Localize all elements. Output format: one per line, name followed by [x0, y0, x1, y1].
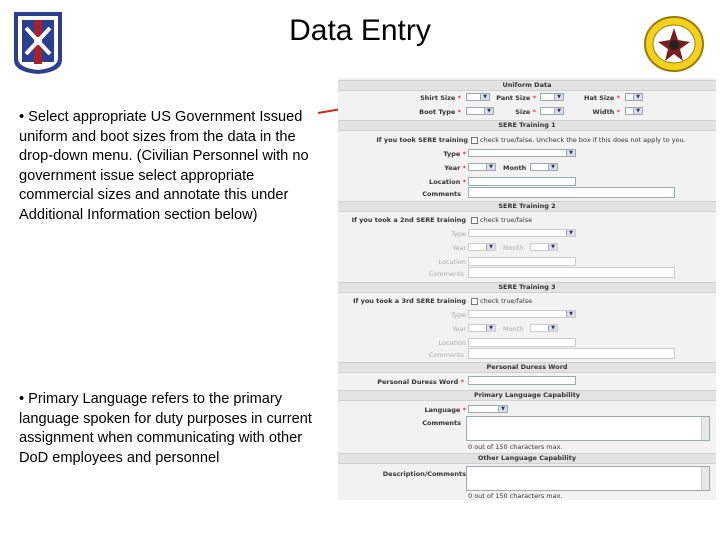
sere2-location-label: Location — [438, 258, 466, 266]
other-desc-scrollbar[interactable] — [701, 467, 709, 490]
section-sere1-header: SERE Training 1 — [338, 120, 716, 131]
sere2-month-select[interactable]: ▼ — [530, 243, 558, 251]
sere1-checkbox[interactable] — [471, 137, 478, 144]
sere3-year-select[interactable]: ▼ — [468, 324, 496, 332]
sere2-type-select[interactable]: ▼ — [468, 229, 576, 237]
sere3-question-label: If you took a 3rd SERE training — [353, 297, 466, 305]
sere1-question-label: If you took SERE training — [376, 136, 468, 144]
data-entry-form — [338, 78, 716, 500]
sere2-month-label: Month — [503, 244, 524, 252]
sere3-month-select[interactable]: ▼ — [530, 324, 558, 332]
boot-width-label: Width * — [592, 108, 620, 116]
sere1-year-label: Year * — [444, 164, 466, 172]
uniform-instruction-text: • Select appropriate US Government Issued uniform and boot sizes from the data in the drop-down menu. (Civilian Personnel with no government issue select appropriate commercial sizes and annotate this under Additional Information section below) — [19, 109, 309, 223]
sere3-check-text: check true/false — [471, 297, 532, 305]
sere1-check-text: check true/false. Uncheck the box if this does not apply to you. — [471, 136, 686, 144]
hat-size-select[interactable]: ▼ — [625, 93, 643, 101]
boot-size-select[interactable]: ▼ — [540, 107, 564, 115]
language-select[interactable]: ▼ — [468, 405, 508, 413]
boot-width-select[interactable]: ▼ — [625, 107, 643, 115]
sere2-year-select[interactable]: ▼ — [468, 243, 496, 251]
sere2-question-label: If you took a 2nd SERE training — [351, 216, 466, 224]
sere1-year-select[interactable]: ▼ — [468, 163, 496, 171]
sere3-year-label: Year — [452, 325, 466, 333]
page-title: Data Entry — [289, 14, 431, 47]
section-uniform-header: Uniform Data — [338, 80, 716, 91]
shirt-size-label: Shirt Size * — [420, 94, 461, 102]
sere3-comments-input[interactable] — [468, 348, 675, 359]
sere2-comments-label: Comments — [428, 270, 464, 278]
shirt-size-select[interactable]: ▼ — [466, 93, 490, 101]
boot-type-select[interactable]: ▼ — [466, 107, 494, 115]
boot-size-label: Size * — [515, 108, 536, 116]
language-instruction-text: • Primary Language refers to the primary language spoken for duty purposes in current assignment when communicating with other DoD employees and personnel — [19, 391, 312, 466]
section-sere2-header: SERE Training 2 — [338, 201, 716, 212]
sere1-type-label: Type * — [443, 150, 466, 158]
primary-comments-textarea[interactable] — [466, 416, 710, 441]
section-other-language-header: Other Language Capability — [338, 453, 716, 464]
section-sere3-header: SERE Training 3 — [338, 282, 716, 293]
primary-char-counter: 0 out of 150 characters max. — [468, 443, 563, 451]
section-duress-header: Personal Duress Word — [338, 362, 716, 373]
other-desc-label: Description/Comments — [382, 470, 466, 478]
primary-comments-label: Comments — [422, 419, 461, 427]
duress-word-input[interactable] — [468, 376, 576, 385]
sere2-check-text: check true/false — [471, 216, 532, 224]
sere2-comments-input[interactable] — [468, 267, 675, 278]
sere3-location-input[interactable] — [468, 338, 576, 347]
sere1-location-label: Location * — [429, 178, 466, 186]
sere3-comments-label: Comments — [428, 351, 464, 359]
sere2-year-label: Year — [452, 244, 466, 252]
sere3-type-label: Type — [451, 311, 466, 319]
sere1-location-input[interactable] — [468, 177, 576, 186]
section-primary-language-header: Primary Language Capability — [338, 390, 716, 401]
primary-comments-scrollbar[interactable] — [701, 417, 709, 440]
duress-label: Personal Duress Word * — [377, 378, 464, 386]
sere3-location-label: Location — [438, 339, 466, 347]
other-desc-textarea[interactable] — [466, 466, 710, 491]
sere3-month-label: Month — [503, 325, 524, 333]
hat-size-label: Hat Size * — [584, 94, 620, 102]
sere1-comments-label: Comments — [422, 190, 461, 198]
pant-size-select[interactable]: ▼ — [540, 93, 564, 101]
sere2-type-label: Type — [451, 230, 466, 238]
sere1-type-select[interactable]: ▼ — [468, 149, 576, 157]
sere1-month-select[interactable]: ▼ — [530, 163, 558, 171]
sere1-comments-input[interactable] — [468, 187, 675, 198]
sere3-checkbox[interactable] — [471, 298, 478, 305]
sere2-location-input[interactable] — [468, 257, 576, 266]
sere3-type-select[interactable]: ▼ — [468, 310, 576, 318]
sere2-checkbox[interactable] — [471, 217, 478, 224]
pant-size-label: Pant Size * — [496, 94, 536, 102]
sere1-month-label: Month — [503, 164, 527, 172]
boot-type-label: Boot Type * — [419, 108, 461, 116]
language-label: Language * — [424, 406, 466, 414]
other-char-counter: 0 out of 150 characters max. — [468, 492, 563, 500]
